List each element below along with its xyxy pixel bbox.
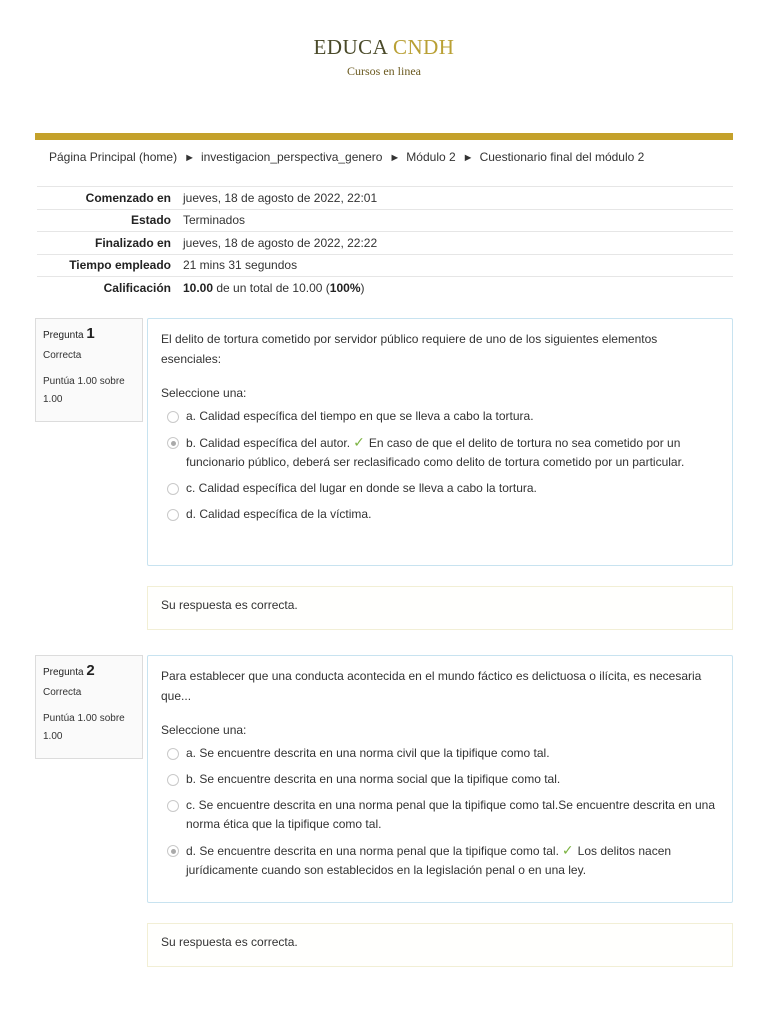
summary-label: Finalizado en [94, 235, 171, 250]
option-feedback: Los delitos nacen jurídicamente cuando son establecidos en la legislación penal o en una ley. [186, 844, 672, 877]
question-prefix: Pregunta [43, 330, 84, 341]
answer-option[interactable] [161, 505, 719, 524]
radio-icon[interactable] [167, 411, 179, 423]
question-info-1 [35, 318, 143, 422]
breadcrumb-separator-icon: ► [389, 152, 401, 164]
check-icon: ✓ [561, 842, 574, 858]
radio-icon[interactable] [167, 748, 179, 760]
question-number [43, 325, 135, 342]
radio-icon[interactable] [167, 845, 179, 857]
site-logo[interactable] [0, 35, 768, 60]
question-state: Correcta [43, 687, 82, 698]
question-info-2 [35, 655, 143, 759]
summary-row-finished [37, 232, 733, 255]
question-grade: Puntúa 1.00 sobre 1.00 [43, 376, 125, 405]
question-number-value: 1 [86, 325, 95, 342]
answer-prompt: Seleccione una: [161, 386, 247, 400]
radio-icon[interactable] [167, 437, 179, 449]
breadcrumb [49, 150, 739, 164]
question-number-value: 2 [86, 662, 95, 679]
summary-row-started [37, 187, 733, 210]
question-text: Para establecer que una conducta acontecida en el mundo fáctico es delictuosa o ilícita, es necesaria que... [161, 669, 702, 703]
summary-value: Terminados [183, 213, 246, 228]
answer-option-selected[interactable] [161, 841, 719, 880]
radio-icon[interactable] [167, 800, 179, 812]
question-state: Correcta [43, 350, 82, 361]
option-label: b. Se encuentre descrita en una norma social que la tipifique como tal. [186, 772, 561, 786]
breadcrumb-course[interactable]: investigacion_perspectiva_genero [200, 150, 383, 164]
question-prefix: Pregunta [43, 667, 84, 678]
option-label: c. Se encuentre descrita en una norma penal que la tipifique como tal.Se encuentre descrita en una norma ética que la tipifique como tal. [186, 798, 716, 831]
option-label: a. Se encuentre descrita en una norma civil que la tipifique como tal. [186, 746, 550, 760]
radio-icon[interactable] [167, 483, 179, 495]
summary-label: Estado [130, 213, 171, 228]
radio-icon[interactable] [167, 509, 179, 521]
attempt-summary-table [37, 186, 733, 299]
summary-value: 21 mins 31 segundos [183, 258, 298, 273]
option-label: c. Calidad específica del lugar en donde se lleva a cabo la tortura. [186, 481, 537, 495]
option-feedback: En caso de que el delito de tortura no sea cometido por un funcionario público, deberá ser reclasificado como delito de tortura cometido por un particular. [186, 436, 685, 469]
header-divider-bar [35, 133, 733, 140]
answer-option[interactable] [161, 407, 719, 426]
grade-percent: 100% [329, 281, 361, 295]
site-header [0, 35, 768, 79]
question-content-2 [147, 655, 733, 903]
grade-end: ) [360, 281, 365, 295]
option-label: a. Calidad específica del tiempo en que se lleva a cabo la tortura. [186, 409, 534, 423]
option-label: d. Se encuentre descrita en una norma penal que la tipifique como tal. [186, 844, 559, 858]
site-subtitle: Cursos en linea [347, 64, 421, 78]
breadcrumb-home[interactable]: Página Principal (home) [49, 150, 178, 164]
radio-icon[interactable] [167, 774, 179, 786]
summary-row-grade [37, 277, 733, 300]
answer-option[interactable] [161, 479, 719, 498]
option-label: b. Calidad específica del autor. [186, 436, 351, 450]
breadcrumb-quiz[interactable]: Cuestionario final del módulo 2 [479, 150, 645, 164]
breadcrumb-separator-icon: ► [184, 152, 195, 164]
summary-label: Comenzado en [85, 190, 171, 205]
grade-score: 10.00 [183, 281, 214, 295]
answer-option[interactable] [161, 796, 719, 834]
logo-word-cndh: CNDH [392, 35, 455, 59]
answer-option[interactable] [161, 770, 719, 789]
summary-grade-value [183, 277, 733, 300]
question-result-1: Su respuesta es correcta. [147, 586, 733, 630]
summary-row-time-taken [37, 254, 733, 277]
question-number [43, 662, 135, 679]
question-content-1 [147, 318, 733, 566]
summary-row-state [37, 209, 733, 232]
question-text: El delito de tortura cometido por servidor público requiere de uno de los siguientes elementos esenciales: [161, 332, 658, 366]
check-icon: ✓ [353, 434, 365, 450]
option-label: d. Calidad específica de la víctima. [186, 507, 372, 521]
breadcrumb-separator-icon: ► [462, 152, 474, 164]
answer-prompt: Seleccione una: [161, 723, 247, 737]
summary-value: jueves, 18 de agosto de 2022, 22:01 [183, 190, 378, 205]
summary-label: Calificación [103, 281, 171, 295]
question-result-2: Su respuesta es correcta. [147, 923, 733, 967]
logo-word-educa: EDUCA [313, 35, 388, 59]
answer-option-selected[interactable] [161, 433, 719, 472]
breadcrumb-module[interactable]: Módulo 2 [406, 150, 456, 164]
question-grade: Puntúa 1.00 sobre 1.00 [43, 713, 125, 742]
summary-value: jueves, 18 de agosto de 2022, 22:22 [183, 235, 378, 250]
answer-option[interactable] [161, 744, 719, 763]
grade-middle: de un total de 10.00 ( [213, 281, 330, 295]
summary-label: Tiempo empleado [69, 258, 171, 273]
